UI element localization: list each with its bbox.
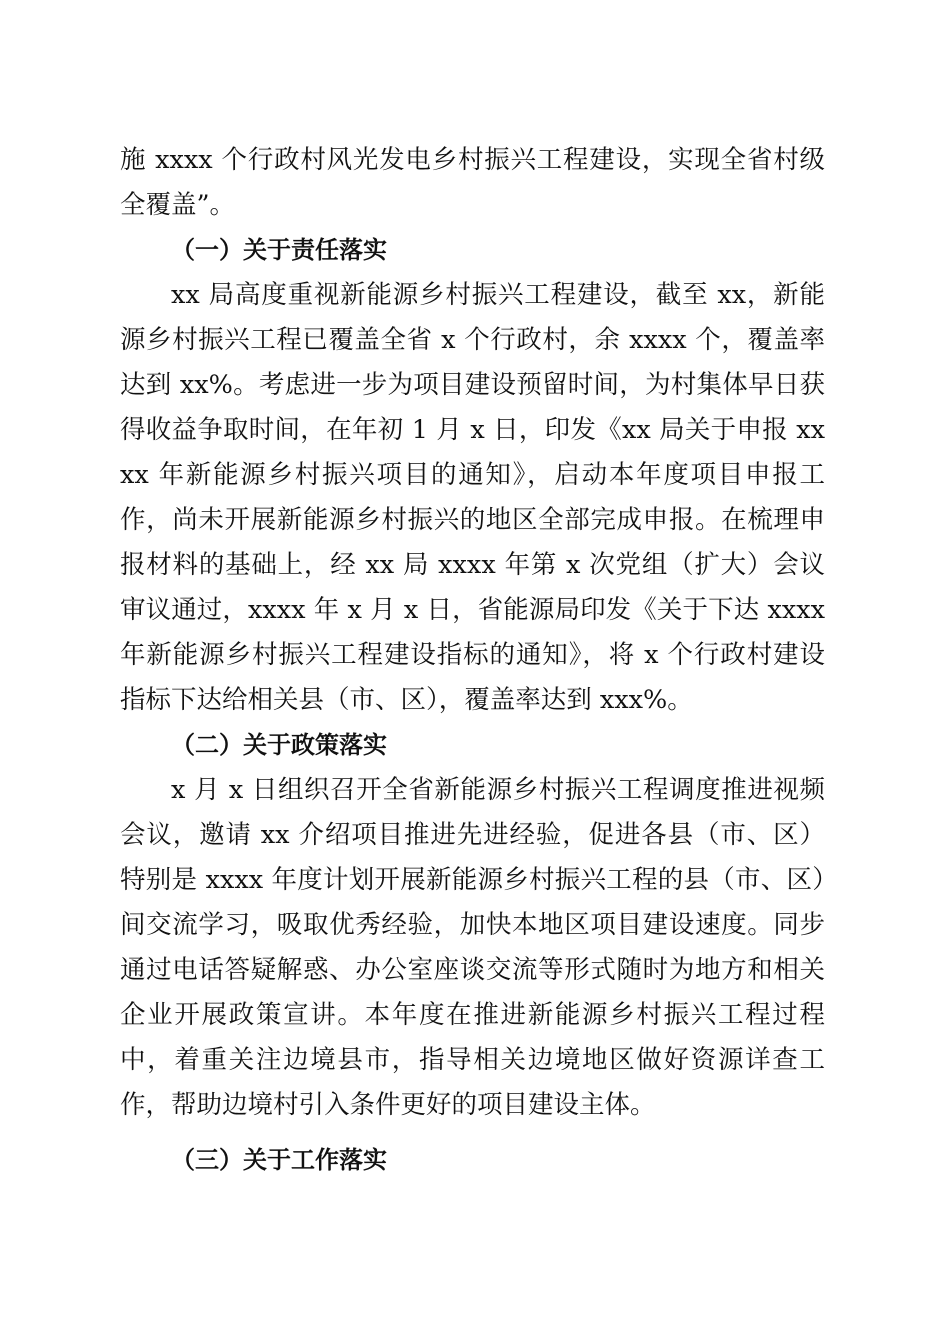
section-heading-policy: （二）关于政策落实 [171,731,387,759]
document-body [120,138,825,1192]
section-heading-work: （三）关于工作落实 [171,1146,387,1174]
section-paragraph-responsibility: xx 局高度重视新能源乡村振兴工程建设，截至 xx，新能源乡村振兴工程已覆盖全省 x 个行政村，余 xxxx 个，覆盖率达到 xx%。考虑进一步为项目建设预留时间，为村集体早日获得收益争取时间，在年初 1 月 x 日，印发《xx 局关于申报 xxxx 年新能源乡村振兴项目的通知》，启动本年度项目申报工作，尚未开展新能源乡村振兴的地区全部完成申报。在梳理申报材料的基础上，经 xx 局 xxxx 年第 x 次党组（扩大）会议审议通过，xxxx 年 x 月 x 日，省能源局印发《关于下达 xxxx 年新能源乡村振兴工程建设指标的通知》，将 x 个行政村建设指标下达给相关县（市、区），覆盖率达到 xxx%。 [120,280,825,715]
section-heading-responsibility: （一）关于责任落实 [171,236,387,264]
continuation-paragraph: 施 xxxx 个行政村风光发电乡村振兴工程建设，实现全省村级全覆盖”。 [120,145,825,220]
section-paragraph-policy: x 月 x 日组织召开全省新能源乡村振兴工程调度推进视频会议，邀请 xx 介绍项目推进先进经验，促进各县（市、区）特别是 xxxx 年度计划开展新能源乡村振兴工程的县（市、区）间交流学习，吸取优秀经验，加快本地区项目建设速度。同步通过电话答疑解惑、办公室座谈交流等形式随时为地方和相关企业开展政策宣讲。本年度在推进新能源乡村振兴工程过程中，着重关注边境县市，指导相关边境地区做好资源详查工作，帮助边境村引入条件更好的项目建设主体。 [120,775,825,1120]
